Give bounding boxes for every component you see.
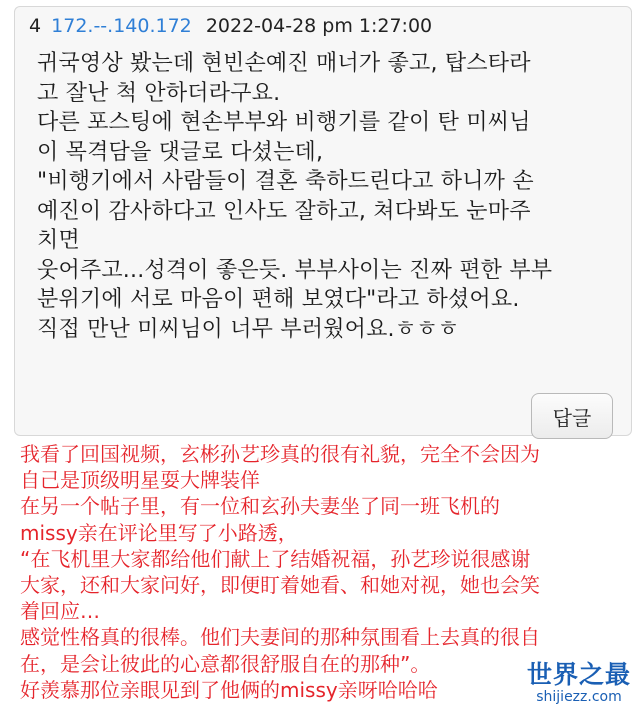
translation-line: 感觉性格真的很棒。他们夫妻间的那种氛围看上去真的很自: [20, 625, 540, 650]
translation-line: 大家，还和大家问好，即便盯着她看、和她对视，她也会笑: [20, 573, 540, 598]
translation-line: 我看了回国视频，玄彬孙艺珍真的很有礼貌，完全不会因为: [20, 442, 540, 466]
comment-line: 이 목격담을 댓글로 다셨는데,: [37, 139, 324, 165]
watermark-logo: 世界之最: [526, 660, 631, 689]
watermark-url: shijiezz.com: [536, 689, 622, 705]
comment-card: [14, 6, 632, 436]
comment-line: 다른 포스팅에 현손부부와 비행기를 같이 탄 미씨님: [37, 110, 531, 135]
translation-line: 在另一个帖子里，有一位和玄孙夫妻坐了同一班飞机的: [20, 494, 500, 519]
comment-line: 직접 만난 미씨님이 너무 부러웠어요.ㅎㅎㅎ: [37, 316, 460, 342]
translation-line: 在，是会让彼此的心意都很舒服自在的那种”。: [20, 651, 431, 676]
translation-line: 自己是顶级明星耍大牌装佯: [20, 468, 260, 493]
comment-line: 귀국영상 봤는데 현빈손예진 매너가 좋고, 탑스타라: [37, 51, 531, 76]
translation-line: missy亲在评论里写了小路透，: [20, 520, 298, 545]
site-watermark: [527, 661, 631, 705]
comment-line: 웃어주고...성격이 좋은듯. 부부사이는 진짜 편한 부부: [37, 257, 553, 283]
comment-line: "비행기에서 사람들이 결혼 축하드린다고 하니까 손: [37, 169, 534, 194]
translation-line: 好羡慕那位亲眼见到了他俩的missy亲呀哈哈哈: [20, 677, 438, 702]
comment-body: [37, 49, 617, 344]
translation-line: “在飞机里大家都给他们献上了结婚祝福，孙艺珍说很感谢: [20, 546, 531, 571]
comment-line: 예진이 감사하다고 인사도 잘하고, 쳐다봐도 눈마주: [37, 198, 531, 224]
comment-ip[interactable]: 172.--.140.172: [51, 15, 192, 37]
comment-line: 고 잘난 척 안하더라구요.: [37, 80, 281, 106]
comment-line: 치면: [37, 228, 80, 253]
comment-line: 분위기에 서로 마음이 편해 보였다"라고 하셨어요.: [37, 287, 520, 312]
comment-meta: [29, 15, 432, 37]
comment-datetime: 2022-04-28 pm 1:27:00: [205, 15, 433, 37]
translation-line: 着回应…: [20, 599, 100, 624]
comment-number: 4: [29, 15, 42, 37]
reply-button[interactable]: 답글: [531, 393, 613, 439]
